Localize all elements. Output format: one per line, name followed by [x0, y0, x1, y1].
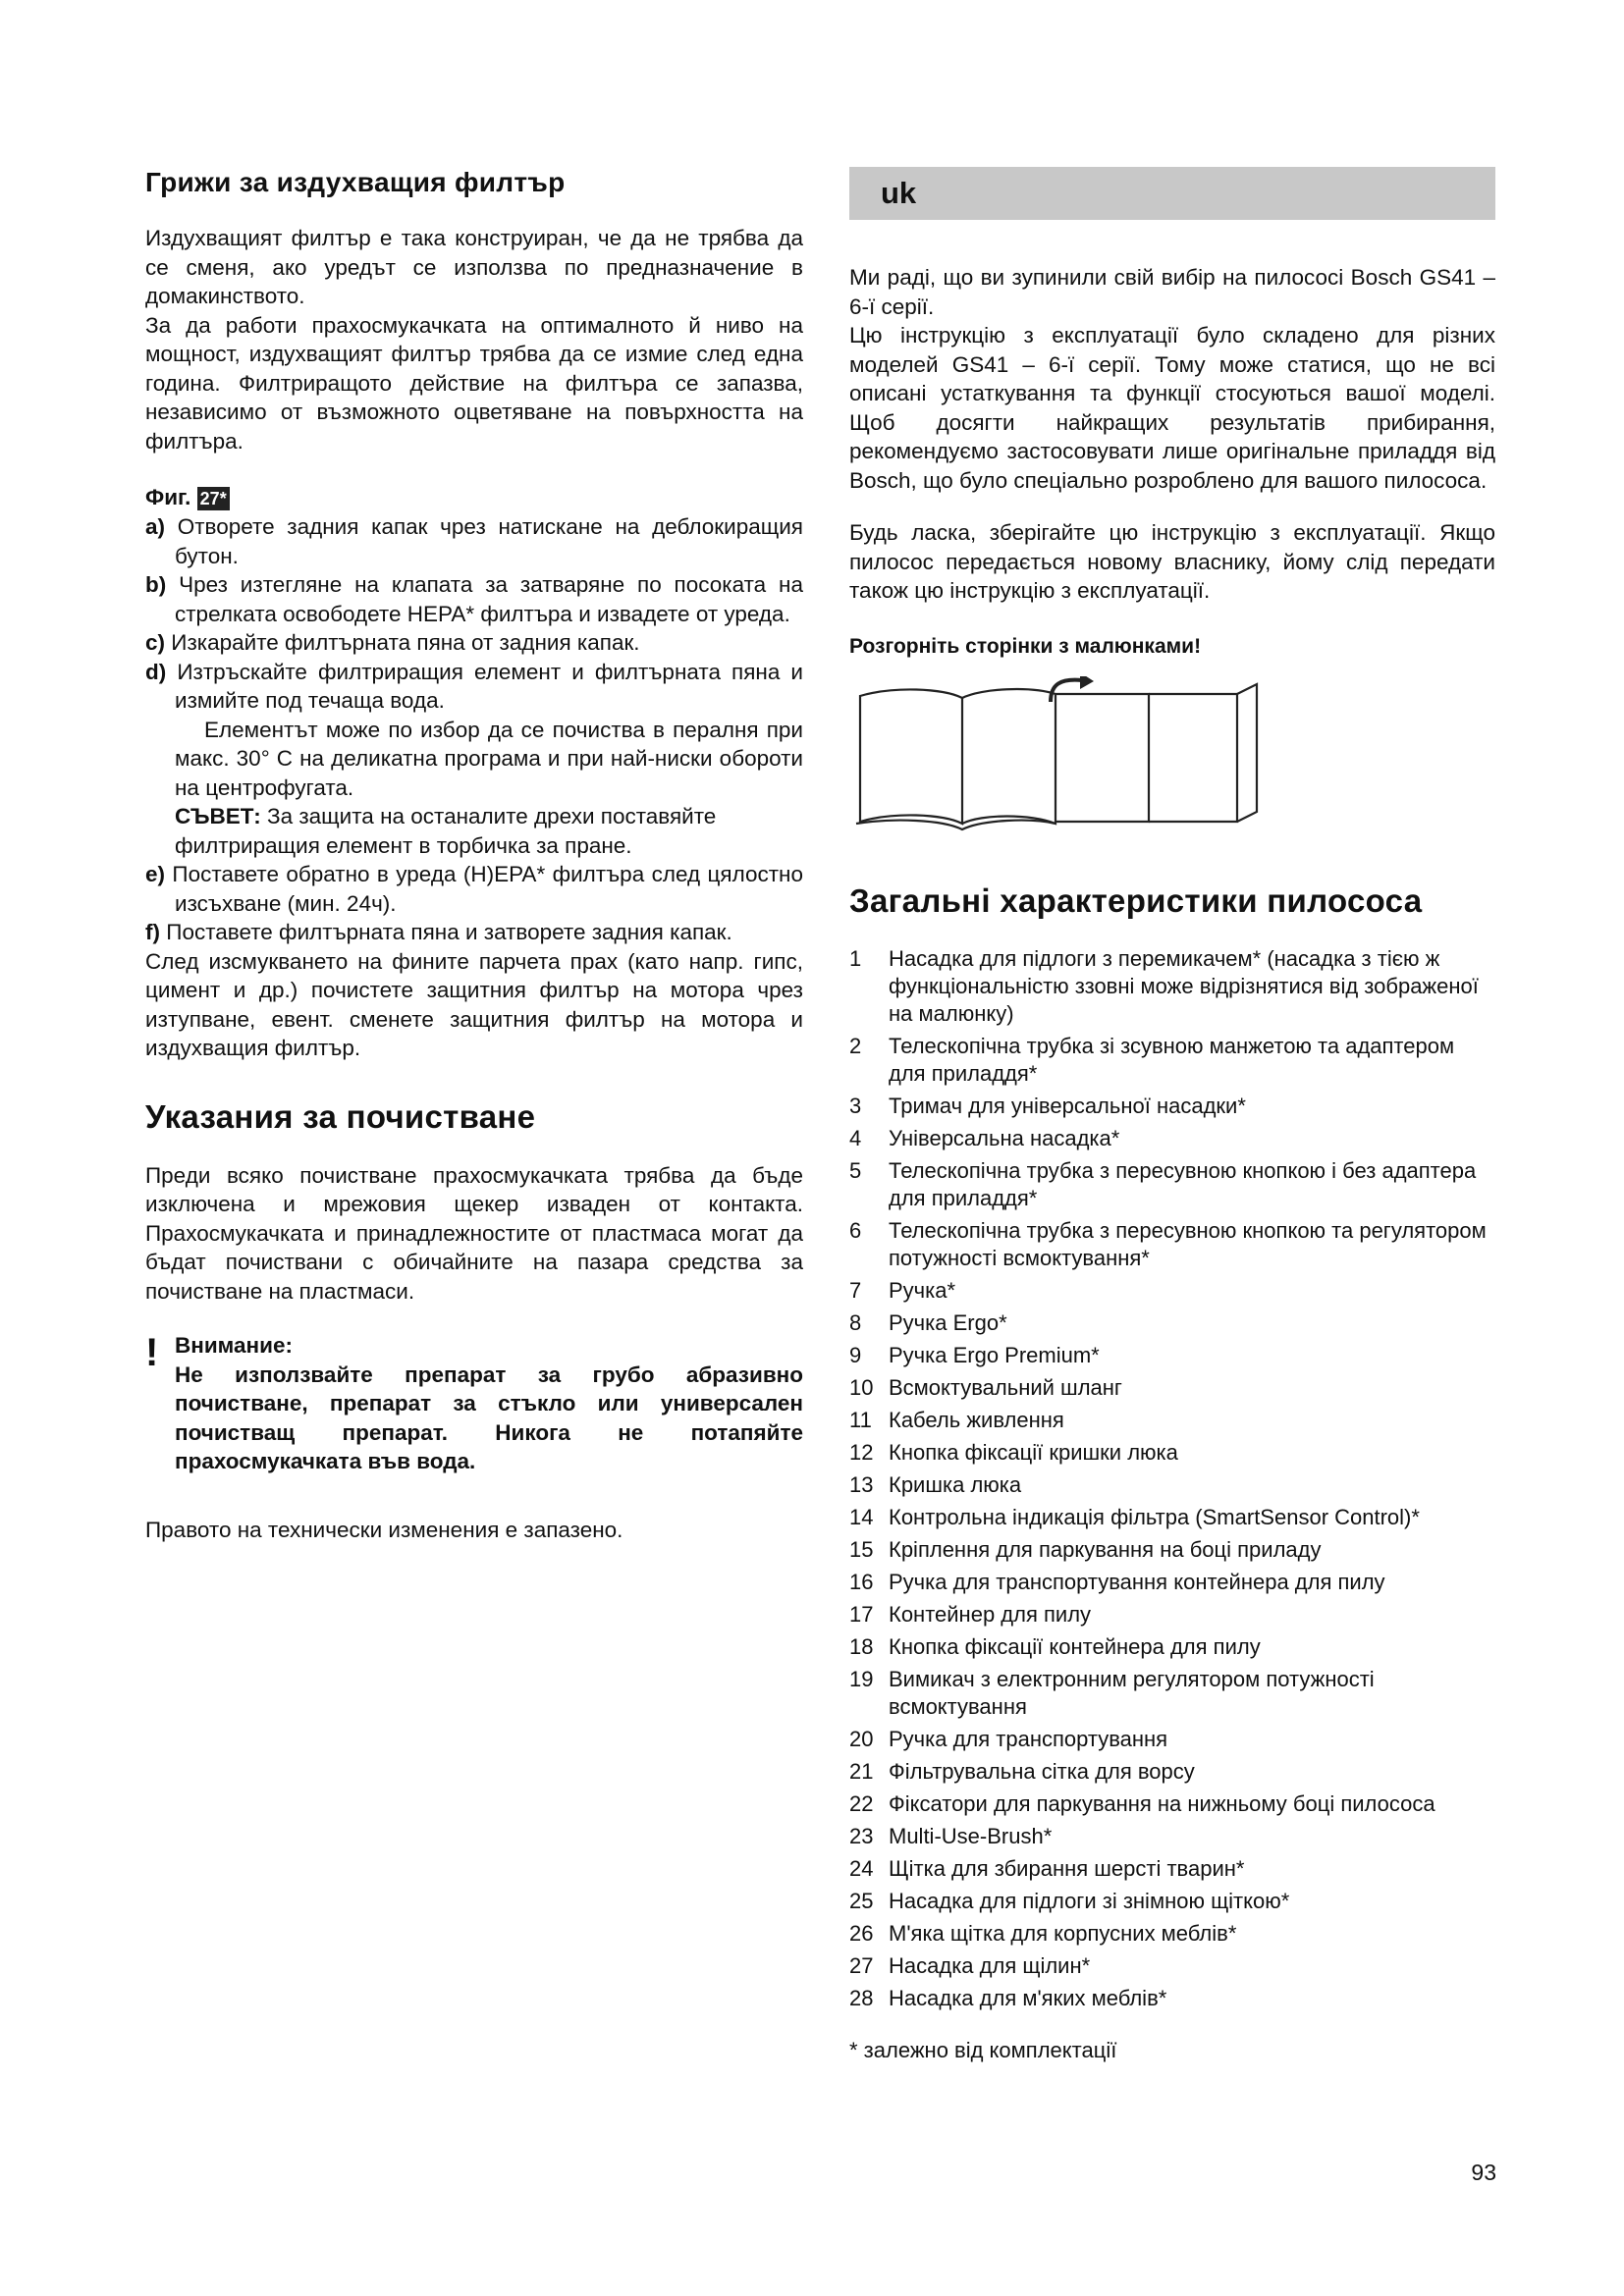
list-item: e) Поставете обратно в уреда (H)EPA* филтъра след цялостно изсъхване (мин. 24ч).: [145, 862, 803, 916]
part-label: Кнопка фіксації контейнера для пилу: [889, 1633, 1261, 1659]
filter-steps-list-2: [145, 860, 803, 947]
list-item: [849, 1758, 1495, 1786]
part-number: 28: [849, 1985, 874, 2010]
part-number: 2: [849, 1033, 862, 1058]
list-item: [849, 1888, 1495, 1915]
part-number: 13: [849, 1471, 874, 1497]
list-item: [849, 1309, 1495, 1337]
filter-steps-list: [145, 512, 803, 716]
section-heading-cleaning: Указания за почистване: [145, 1097, 536, 1135]
keep-manual-paragraph-uk: Будь ласка, зберігайте цю інструкцію з експлуатації. Якщо пилосос передається новому власнику, йому слід передати також цю інструкцію з експлуатації.: [849, 520, 1495, 603]
part-number: 24: [849, 1855, 874, 1881]
part-number: 20: [849, 1726, 874, 1751]
list-item: [849, 1952, 1495, 1980]
cleaning-paragraph: Преди всяко почистване прахосмукачката трябва да бъде изключена и мрежовия щекер изваден от контакта. Прахосмукачката и принадлежностите от пластмаса могат да бъдат почиствани с обичайните на пазара средства за почистване на пластмаси.: [145, 1162, 803, 1304]
left-column: [145, 167, 803, 1544]
part-number: 9: [849, 1342, 862, 1367]
list-item: [849, 1985, 1495, 2012]
list-item: [849, 1093, 1495, 1120]
part-label: Вимикач з електронним регулятором потужності всмоктування: [889, 1666, 1375, 1719]
list-item: [849, 1407, 1495, 1434]
list-item: [849, 1601, 1495, 1629]
part-number: 27: [849, 1952, 874, 1978]
list-item: d) Изтръскайте филтриращия елемент и филтърната пяна и измийте под течаща вода.: [145, 659, 803, 714]
part-number: 15: [849, 1536, 874, 1562]
part-number: 17: [849, 1601, 874, 1627]
part-number: 19: [849, 1666, 874, 1691]
part-number: 3: [849, 1093, 862, 1118]
part-label: Контейнер для пилу: [889, 1601, 1092, 1627]
figure-number-badge: 27*: [197, 487, 230, 510]
part-label: Ручка Ergo Premium*: [889, 1342, 1100, 1367]
part-label: Насадка для щілин*: [889, 1952, 1091, 1978]
parts-list: [849, 945, 1495, 2012]
warning-block: [145, 1331, 803, 1476]
models-paragraph-uk: Цю інструкцію з експлуатації було складено для різних моделей GS41 – 6-ї серії. Тому може статися, що не всі описані устаткування та функції стосуються вашої моделі. Щоб досягти найкращих результатів прибирання, рекомендуємо застосовувати лише оригінальне приладдя від Bosch, що було спеціально розроблено для вашого пилососа.: [849, 323, 1495, 493]
list-item: [849, 1439, 1495, 1467]
part-number: 12: [849, 1439, 874, 1465]
part-label: Насадка для підлоги з перемикачем* (насадка з тією ж функціональністю ззовні може відрізнятися від зображеної на малюнку): [889, 945, 1479, 1026]
part-label: Ручка для транспортування контейнера для пилу: [889, 1569, 1385, 1594]
filter-intro-paragraph: Издухващият филтър е така конструиран, че да не трябва да се сменя, ако уредът се използва по предназначение в домакинството.: [145, 226, 803, 308]
list-item: [849, 1823, 1495, 1850]
part-label: Універсальна насадка*: [889, 1125, 1120, 1150]
part-number: 26: [849, 1920, 874, 1946]
list-item: [849, 1504, 1495, 1531]
part-number: 4: [849, 1125, 862, 1150]
list-item: [849, 1374, 1495, 1402]
part-number: 6: [849, 1217, 862, 1243]
intro-paragraph-uk: Ми раді, що ви зупинили свій вибір на пилососі Bosch GS41 – 6-ї серії.: [849, 265, 1495, 319]
part-label: Фіксатори для паркування на нижньому боці пилососа: [889, 1790, 1435, 1816]
part-number: 8: [849, 1309, 862, 1335]
footnote: * залежно від комплектації: [849, 2037, 1117, 2062]
part-number: 23: [849, 1823, 874, 1848]
section-heading-filter-care: Грижи за издухващия филтър: [145, 167, 566, 197]
list-item: [849, 1157, 1495, 1212]
warning-title: Внимание:: [175, 1333, 293, 1359]
list-item: c) Изкарайте филтърната пяна от задния капак.: [145, 630, 640, 656]
part-label: Ручка Ergo*: [889, 1309, 1007, 1335]
list-item: [849, 1726, 1495, 1753]
foldout-book-icon: [854, 676, 1267, 838]
list-item: [849, 1471, 1495, 1499]
filter-intro-paragraph-2: За да работи прахосмукачката на оптималното й ниво на мощност, издухващият филтър трябва да се измие след една година. Филтриращото действие на филтъра се запазва, независимо от възможното оцветяване на повърхността на филтъра.: [145, 312, 803, 454]
part-label: Телескопічна трубка з пересувною кнопкою та регулятором потужності всмоктування*: [889, 1217, 1487, 1270]
part-number: 18: [849, 1633, 874, 1659]
list-item: [849, 945, 1495, 1028]
part-number: 10: [849, 1374, 874, 1400]
right-column: [849, 167, 1495, 2063]
list-item: f) Поставете филтърната пяна и затворете задния капак.: [145, 920, 732, 945]
part-label: Ручка*: [889, 1277, 956, 1303]
part-label: М'яка щітка для корпусних меблів*: [889, 1920, 1237, 1946]
part-number: 14: [849, 1504, 874, 1529]
list-item: [849, 1217, 1495, 1272]
part-number: 22: [849, 1790, 874, 1816]
part-label: Тримач для універсальної насадки*: [889, 1093, 1246, 1118]
part-label: Ручка для транспортування: [889, 1726, 1168, 1751]
part-label: Фільтрувальна сітка для ворсу: [889, 1758, 1195, 1784]
language-bar: uk: [849, 167, 1495, 220]
list-item: [849, 1790, 1495, 1818]
part-label: Телескопічна трубка з пересувною кнопкою і без адаптера для приладдя*: [889, 1157, 1477, 1210]
list-item: b) Чрез изтегляне на клапата за затваряне по посоката на стрелката освободете HEPA* филтъра и извадете от уреда.: [145, 572, 803, 626]
part-label: Телескопічна трубка зі зсувною манжетою та адаптером для приладдя*: [889, 1033, 1455, 1086]
section-heading-overview-uk: Загальні характеристики пилососа: [849, 881, 1423, 919]
part-number: 25: [849, 1888, 874, 1913]
part-number: 21: [849, 1758, 874, 1784]
list-item: [849, 1920, 1495, 1948]
part-number: 5: [849, 1157, 862, 1183]
part-label: Кабель живлення: [889, 1407, 1064, 1432]
part-label: Щітка для збирання шерсті тварин*: [889, 1855, 1245, 1881]
page-number: 93: [1471, 2160, 1496, 2185]
exclamation-icon: !: [145, 1331, 159, 1375]
tip-block: [145, 802, 803, 860]
unfold-pages-notice: Розгорніть сторінки з малюнками!: [849, 634, 1202, 658]
figure-reference: [145, 485, 803, 510]
part-label: Насадка для підлоги зі знімною щіткою*: [889, 1888, 1290, 1913]
after-cleaning-paragraph: След изсмукването на фините парчета прах (като напр. гипс, цимент и др.) почистете защитния филтър на мотора чрез изтупване, евент. сменете защитния филтър на мотора и издухващия филтър.: [145, 948, 803, 1061]
part-number: 16: [849, 1569, 874, 1594]
unfold-pages-illustration: [854, 676, 1495, 843]
step-d-note: Елементът може по избор да се почиства в пералня при макс. 30° С на деликатна програма и при най-ниски обороти на центрофугата.: [175, 717, 803, 800]
part-label: Кришка люка: [889, 1471, 1022, 1497]
list-item: [849, 1277, 1495, 1305]
part-label: Кнопка фіксації кришки люка: [889, 1439, 1178, 1465]
part-label: Насадка для м'яких меблів*: [889, 1985, 1167, 2010]
list-item: [849, 1342, 1495, 1369]
part-number: 7: [849, 1277, 862, 1303]
warning-text: Не използвайте препарат за грубо абразивно почистване, препарат за стъкло или универсален почистващ препарат. Никога не потапяйте прахосмукачката във вода.: [175, 1362, 803, 1474]
part-number: 11: [849, 1407, 872, 1432]
list-item: [849, 1855, 1495, 1883]
list-item: [849, 1569, 1495, 1596]
part-label: Всмоктувальний шланг: [889, 1374, 1122, 1400]
rights-notice: Правото на технически изменения е запазено.: [145, 1517, 623, 1542]
list-item: a) Отворете задния капак чрез натискане на деблокиращия бутон.: [145, 514, 803, 568]
part-label: Кріплення для паркування на боці приладу: [889, 1536, 1322, 1562]
list-item: [849, 1536, 1495, 1564]
list-item: [849, 1033, 1495, 1088]
list-item: [849, 1666, 1495, 1721]
tip-label: СЪВЕТ:: [175, 804, 261, 829]
part-label: Контрольна індикація фільтра (SmartSensor Control)*: [889, 1504, 1420, 1529]
list-item: [849, 1633, 1495, 1661]
part-number: 1: [849, 945, 862, 971]
tip-text: За защита на останалите дрехи поставяйте филтриращия елемент в торбичка за пране.: [175, 804, 717, 858]
list-item: [849, 1125, 1495, 1152]
part-label: Multi-Use-Brush*: [889, 1823, 1053, 1848]
figure-label: Фиг.: [145, 485, 191, 509]
